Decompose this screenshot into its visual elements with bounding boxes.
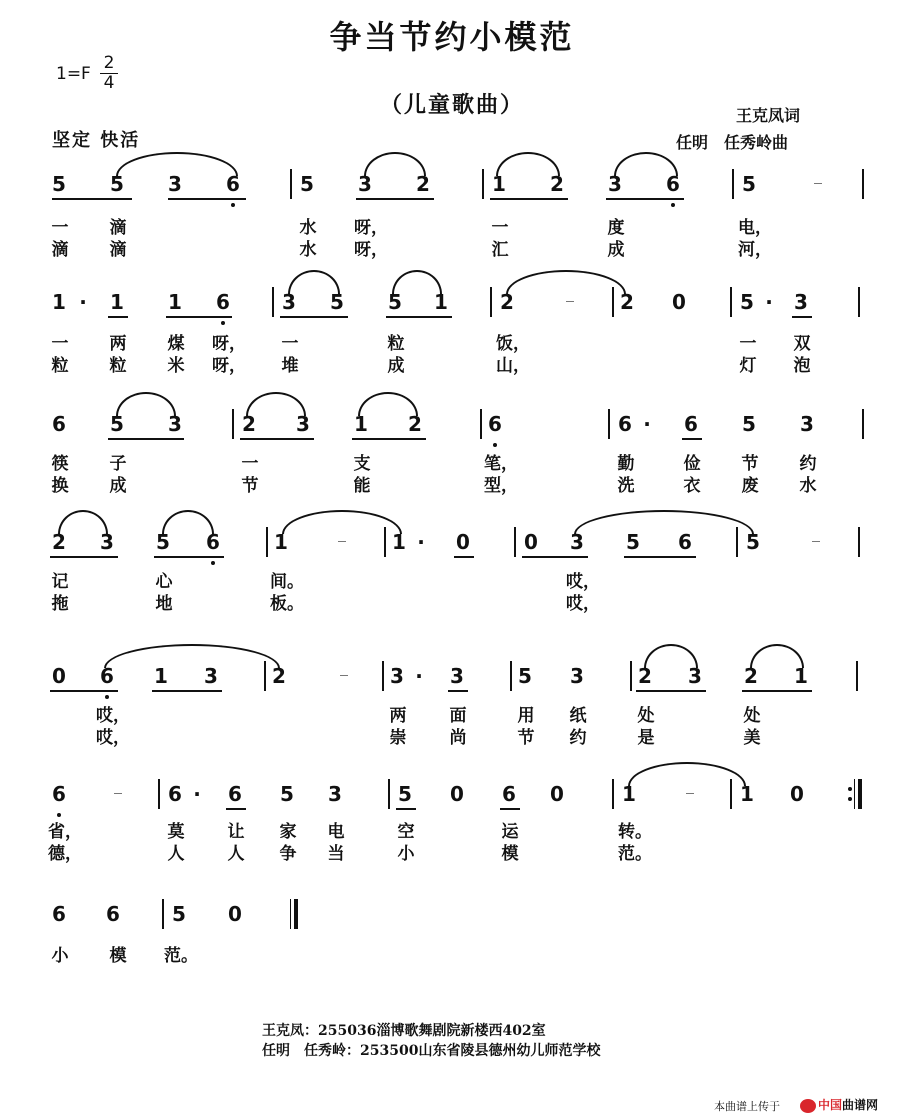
slur: [496, 152, 560, 176]
note: 3: [358, 172, 372, 196]
octave-dot: [105, 695, 109, 699]
barline: [858, 287, 860, 317]
slur: [574, 510, 754, 534]
lyric: 小: [397, 844, 415, 864]
lyric: 电，: [738, 218, 772, 238]
lyric: 米: [167, 356, 185, 376]
slur: [358, 392, 418, 416]
lyric: 哎，: [96, 706, 130, 726]
barline: [856, 661, 858, 691]
logo-text-rest: 曲谱网: [842, 1098, 879, 1112]
beam: [52, 198, 132, 200]
tempo-marking: 坚定 快活: [52, 130, 141, 151]
time-bottom: 4: [100, 73, 118, 93]
beam: [396, 808, 416, 810]
composer-credit: 任明 任秀岭曲: [676, 133, 789, 152]
lyric: 莫: [167, 822, 185, 842]
note: 3: [328, 782, 342, 806]
note: 1: [168, 290, 182, 314]
barline: [732, 169, 734, 199]
note: 3: [168, 412, 182, 436]
note: 5: [626, 530, 640, 554]
slur: [288, 270, 340, 294]
beam: [792, 316, 812, 318]
slur: [750, 644, 804, 668]
barline: [510, 661, 512, 691]
lyric: 双: [793, 334, 811, 354]
dash: [338, 541, 346, 542]
note: 1: [52, 290, 66, 314]
dash: [812, 541, 820, 542]
logo-icon: [800, 1099, 816, 1113]
lyric: 人: [227, 844, 245, 864]
note: 1: [274, 530, 288, 554]
beam: [490, 198, 568, 200]
note: 6: [226, 172, 240, 196]
note: 1: [154, 664, 168, 688]
barline: [384, 527, 386, 557]
lyric: 纸: [569, 706, 587, 726]
lyric: 一: [51, 334, 69, 354]
note: 6: [52, 412, 66, 436]
lyric: 一: [281, 334, 299, 354]
slur: [644, 644, 698, 668]
barline: [482, 169, 484, 199]
barline: [264, 661, 266, 691]
barline: [266, 527, 268, 557]
beam: [682, 438, 702, 440]
note: 6: [106, 902, 120, 926]
note: 2: [272, 664, 286, 688]
dot: ·: [643, 412, 651, 436]
lyric: 用: [517, 706, 535, 726]
lyric: 哎，: [566, 572, 600, 592]
lyric: 范。: [618, 844, 652, 864]
beam: [280, 316, 348, 318]
lyric: 山，: [496, 356, 530, 376]
note: 3: [450, 664, 464, 688]
lyric: 子: [109, 454, 127, 474]
lyric: 泡: [793, 356, 811, 376]
lyric: 灯: [739, 356, 757, 376]
octave-dot: [231, 203, 235, 207]
beam: [386, 316, 452, 318]
slur: [162, 510, 214, 534]
note: 5: [388, 290, 402, 314]
beam: [356, 198, 434, 200]
barline: [612, 287, 614, 317]
lyric: 记: [51, 572, 69, 592]
note: 6: [488, 412, 502, 436]
page-title: 争当节约小模范: [329, 18, 575, 56]
lyric: 呀，: [212, 334, 246, 354]
lyric: 一: [51, 218, 69, 238]
lyric: 让: [227, 822, 245, 842]
rest: 0: [550, 782, 564, 806]
lyric: 成: [109, 476, 127, 496]
lyric: 换: [51, 476, 69, 496]
note: 6: [684, 412, 698, 436]
lyric: 约: [799, 454, 817, 474]
barline: [158, 779, 160, 809]
beam: [108, 316, 128, 318]
lyric: 粒: [387, 334, 405, 354]
note: 1: [492, 172, 506, 196]
octave-dot: [221, 321, 225, 325]
lyric: 德，: [48, 844, 82, 864]
note: 1: [434, 290, 448, 314]
barline: [382, 661, 384, 691]
note: 0: [672, 290, 686, 314]
note: 3: [608, 172, 622, 196]
score-line-5: [0, 664, 904, 748]
lyric: 呀，: [354, 218, 388, 238]
time-signature: [100, 54, 118, 93]
note: 1: [740, 782, 754, 806]
slur: [104, 644, 280, 668]
lyric: 滴: [109, 240, 127, 260]
note: 6: [666, 172, 680, 196]
beam: [352, 438, 426, 440]
logo-text-cn: 中国: [818, 1098, 843, 1112]
note: 2: [620, 290, 634, 314]
octave-dot: [671, 203, 675, 207]
note: 6: [216, 290, 230, 314]
lyric: 拖: [51, 594, 69, 614]
lyric: 家: [279, 822, 297, 842]
lyric: 粒: [51, 356, 69, 376]
lyric: 勤: [617, 454, 635, 474]
lyric: 呀，: [212, 356, 246, 376]
note: 2: [416, 172, 430, 196]
note: 3: [800, 412, 814, 436]
beam: [50, 556, 118, 558]
note: 3: [688, 664, 702, 688]
note: 3: [794, 290, 808, 314]
lyric: 约: [569, 728, 587, 748]
note: 3: [100, 530, 114, 554]
lyric: 饭，: [496, 334, 530, 354]
lyric: 呀，: [354, 240, 388, 260]
beam: [168, 198, 246, 200]
lyric: 水: [799, 476, 817, 496]
lyric: 成: [607, 240, 625, 260]
beam: [152, 690, 222, 692]
lyric: 心: [155, 572, 173, 592]
beam: [154, 556, 224, 558]
dot: ·: [765, 290, 773, 314]
dot: ·: [79, 290, 87, 314]
note: 1: [110, 290, 124, 314]
lyric: 空: [397, 822, 415, 842]
dash: [566, 301, 574, 302]
slur: [116, 392, 176, 416]
barline: [736, 527, 738, 557]
lyric: 转。: [618, 822, 652, 842]
note: 2: [500, 290, 514, 314]
lyric: 两: [109, 334, 127, 354]
note: 5: [742, 172, 756, 196]
note: 3: [296, 412, 310, 436]
note: 5: [280, 782, 294, 806]
note: 6: [168, 782, 182, 806]
note: 6: [100, 664, 114, 688]
lyric: 水: [299, 240, 317, 260]
note: 3: [282, 290, 296, 314]
key-signature: 1=F: [56, 64, 91, 84]
slur: [392, 270, 442, 294]
dot: ·: [417, 530, 425, 554]
beam: [636, 690, 706, 692]
beam: [500, 808, 520, 810]
note: 3: [204, 664, 218, 688]
dash: [814, 183, 822, 184]
slur: [58, 510, 108, 534]
lyric: 崇: [389, 728, 407, 748]
note: 5: [110, 172, 124, 196]
barline: [272, 287, 274, 317]
repeat-end-barline: [848, 779, 864, 809]
note: 5: [330, 290, 344, 314]
lyric: 电: [327, 822, 345, 842]
note: 1: [794, 664, 808, 688]
lyric: 两: [389, 706, 407, 726]
beam: [606, 198, 684, 200]
beam: [50, 690, 118, 692]
lyric: 一: [491, 218, 509, 238]
lyric: 哎，: [566, 594, 600, 614]
lyric: 洗: [617, 476, 635, 496]
slur: [116, 152, 238, 176]
beam: [522, 556, 588, 558]
note: 2: [744, 664, 758, 688]
note: 6: [502, 782, 516, 806]
octave-dot: [493, 443, 497, 447]
lyric: 面: [449, 706, 467, 726]
rest: 0: [790, 782, 804, 806]
rest: 0: [524, 530, 538, 554]
note: 2: [52, 530, 66, 554]
note: 5: [300, 172, 314, 196]
note: 5: [398, 782, 412, 806]
score-line-2: [0, 290, 904, 376]
lyric: 河，: [738, 240, 772, 260]
barline: [730, 287, 732, 317]
note: 2: [408, 412, 422, 436]
lyric: 省，: [48, 822, 82, 842]
note: 3: [390, 664, 404, 688]
lyric: 运: [501, 822, 519, 842]
barline: [388, 779, 390, 809]
lyric: 水: [299, 218, 317, 238]
note: 6: [206, 530, 220, 554]
slur: [246, 392, 306, 416]
lyric: 能: [353, 476, 371, 496]
barline: [730, 779, 732, 809]
tie: [506, 270, 626, 294]
lyric: 滴: [109, 218, 127, 238]
score-line-3: [0, 412, 904, 496]
dot: ·: [415, 664, 423, 688]
rest: 0: [52, 664, 66, 688]
lyric: 汇: [491, 240, 509, 260]
lyric: 人: [167, 844, 185, 864]
lyric: 尚: [449, 728, 467, 748]
tie: [628, 762, 746, 786]
barline: [514, 527, 516, 557]
lyric: 堆: [281, 356, 299, 376]
lyric: 争: [279, 844, 297, 864]
beam: [448, 690, 468, 692]
note: 6: [678, 530, 692, 554]
note: 5: [518, 664, 532, 688]
octave-dot: [211, 561, 215, 565]
barline: [608, 409, 610, 439]
lyric: 粒: [109, 356, 127, 376]
note: 2: [638, 664, 652, 688]
score-line-4: [0, 530, 904, 614]
note: 1: [622, 782, 636, 806]
lyric: 小: [51, 946, 69, 966]
lyric: 型，: [484, 476, 518, 496]
beam: [166, 316, 232, 318]
note: 5: [740, 290, 754, 314]
lyric: 范。: [164, 946, 198, 966]
site-logo[interactable]: [800, 1096, 892, 1114]
note: 5: [742, 412, 756, 436]
note: 6: [52, 902, 66, 926]
lyric: 笔，: [484, 454, 518, 474]
lyric: 煤: [167, 334, 185, 354]
note: 6: [618, 412, 632, 436]
barline: [290, 169, 292, 199]
dash: [686, 793, 694, 794]
lyric: 节: [741, 454, 759, 474]
rest: 0: [456, 530, 470, 554]
barline: [162, 899, 164, 929]
lyric: 废: [741, 476, 759, 496]
dash: [114, 793, 122, 794]
note: 3: [570, 664, 584, 688]
lyric: 一: [241, 454, 259, 474]
note: 2: [550, 172, 564, 196]
barline: [862, 169, 864, 199]
lyricist-credit: 王克凤词: [736, 106, 801, 125]
beam: [624, 556, 696, 558]
slur: [364, 152, 426, 176]
lyric: 处: [743, 706, 761, 726]
barline: [858, 527, 860, 557]
subtitle: （儿童歌曲）: [379, 92, 524, 118]
footer-address-1: 王克凤：255036淄博歌舞剧院新楼西402室: [262, 1023, 546, 1039]
lyric: 一: [739, 334, 757, 354]
slur: [614, 152, 678, 176]
lyric: 板。: [270, 594, 304, 614]
rest: 0: [450, 782, 464, 806]
lyric: 是: [637, 728, 655, 748]
octave-dot: [57, 813, 61, 817]
note: 3: [570, 530, 584, 554]
lyric: 美: [743, 728, 761, 748]
lyric: 模: [501, 844, 519, 864]
upload-note: 本曲谱上传于: [714, 1100, 780, 1113]
beam: [454, 556, 474, 558]
lyric: 模: [109, 946, 127, 966]
beam: [240, 438, 314, 440]
final-barline: [290, 899, 300, 929]
lyric: 节: [241, 476, 259, 496]
barline: [612, 779, 614, 809]
note: 6: [228, 782, 242, 806]
dot: ·: [193, 782, 201, 806]
score-line-1: [0, 172, 904, 260]
barline: [630, 661, 632, 691]
note: 5: [156, 530, 170, 554]
lyric: 处: [637, 706, 655, 726]
dash: [340, 675, 348, 676]
beam: [226, 808, 246, 810]
note: 6: [52, 782, 66, 806]
barline: [232, 409, 234, 439]
lyric: 成: [387, 356, 405, 376]
note: 3: [168, 172, 182, 196]
barline: [862, 409, 864, 439]
barline: [480, 409, 482, 439]
rest: 0: [228, 902, 242, 926]
lyric: 当: [327, 844, 345, 864]
lyric: 哎，: [96, 728, 130, 748]
lyric: 节: [517, 728, 535, 748]
note: 5: [172, 902, 186, 926]
lyric: 间。: [270, 572, 304, 592]
note: 5: [52, 172, 66, 196]
lyric: 俭: [683, 454, 701, 474]
barline: [490, 287, 492, 317]
lyric: 滴: [51, 240, 69, 260]
score-line-6: [0, 782, 904, 864]
lyric: 筷: [51, 454, 69, 474]
time-top: 2: [103, 53, 115, 73]
score-line-7: [0, 902, 904, 966]
note: 5: [110, 412, 124, 436]
note: 1: [354, 412, 368, 436]
note: 1: [392, 530, 406, 554]
lyric: 支: [353, 454, 371, 474]
lyric: 地: [155, 594, 173, 614]
beam: [108, 438, 184, 440]
note: 2: [242, 412, 256, 436]
footer-address-2: 任明 任秀岭：253500山东省陵县德州幼儿师范学校: [262, 1043, 601, 1059]
lyric: 衣: [683, 476, 701, 496]
note: 5: [746, 530, 760, 554]
lyric: 度: [607, 218, 625, 238]
beam: [742, 690, 812, 692]
